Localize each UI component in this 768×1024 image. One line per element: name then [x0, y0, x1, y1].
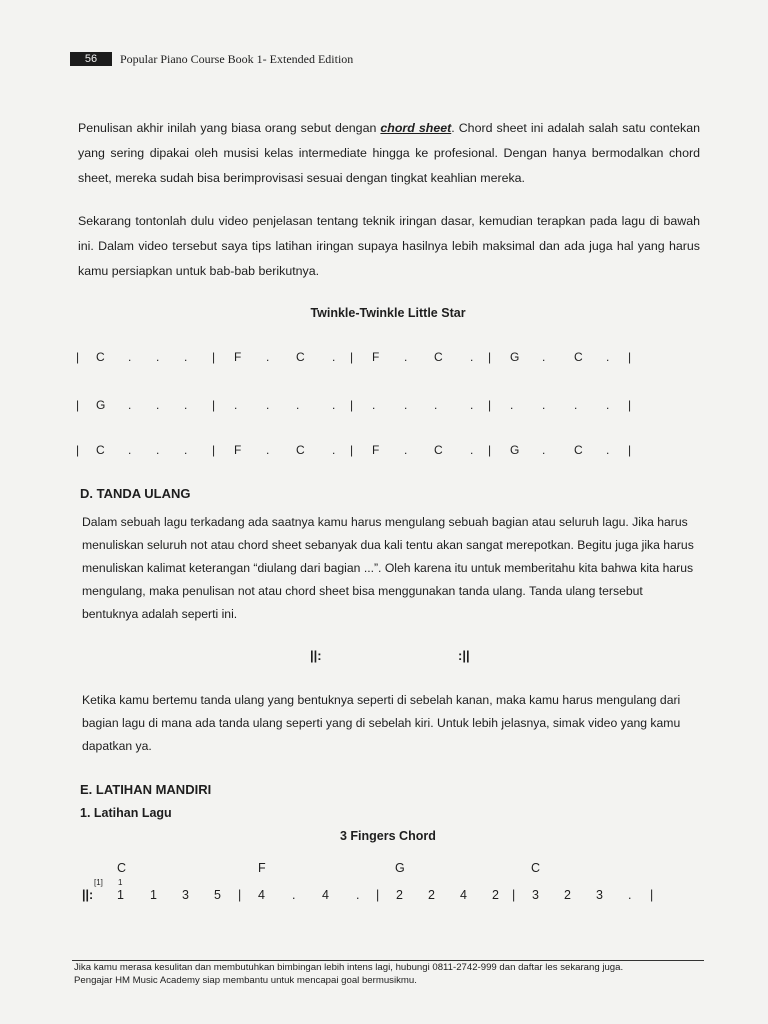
bar-line: | — [628, 398, 632, 412]
bar-line: | — [350, 398, 354, 412]
bar-line: | — [488, 350, 492, 364]
exercise-song-title: 3 Fingers Chord — [340, 829, 436, 843]
beat-dot: . — [128, 398, 132, 412]
beat-dot: . — [184, 398, 188, 412]
beat-dot: . — [296, 398, 300, 412]
bar-line: | — [488, 443, 492, 457]
chord-symbol: F — [372, 443, 380, 457]
chord-name: C — [117, 861, 127, 875]
chord-symbol: G — [510, 350, 520, 364]
note-number: 3 — [182, 888, 189, 902]
beat-dot: . — [128, 350, 132, 364]
beat-dot: . — [266, 443, 270, 457]
intro-paragraph-1: Penulisan akhir inilah yang biasa orang sebut dengan chord sheet. Chord sheet ini adalah salah satu contekan yang sering dipakai oleh musisi kelas intermediate hingga ke profesional. Dengan hanya bermodalkan chord sheet, mereka sudah bisa berimprovisasi sesuai dengan tingkat keahlian mereka. — [78, 121, 700, 185]
bar-line: | — [488, 398, 492, 412]
note-number: 4 — [322, 888, 329, 902]
beat-dot: . — [542, 398, 546, 412]
note-number: 2 — [428, 888, 435, 902]
beat-dot: . — [470, 398, 474, 412]
chord-symbol: C — [434, 443, 443, 457]
page-number: 56 — [70, 52, 112, 66]
chord-symbol: C — [434, 350, 443, 364]
chord-symbol: C — [296, 350, 305, 364]
repeat-bracket-label: [1] — [94, 878, 103, 887]
chord-symbol: C — [296, 443, 305, 457]
song-title: Twinkle-Twinkle Little Star — [310, 306, 466, 320]
beat-dot: . — [470, 350, 474, 364]
note-number: 5 — [214, 888, 221, 902]
bar-line: | — [212, 398, 216, 412]
chord-name: F — [258, 861, 266, 875]
note-number: 3 — [532, 888, 539, 902]
beat-dot: . — [292, 888, 296, 902]
beat-dot: . — [404, 398, 408, 412]
chord-symbol: C — [96, 350, 105, 364]
chord-row-2 — [76, 398, 636, 416]
beat-dot: . — [542, 443, 546, 457]
beat-dot: . — [574, 398, 578, 412]
footer-line-2: Pengajar HM Music Academy siap membantu untuk mencapai goal bermusikmu. — [74, 974, 417, 986]
bar-line: | — [350, 350, 354, 364]
beat-dot: . — [606, 350, 610, 364]
chord-symbol: C — [574, 443, 583, 457]
repeat-end-sign: :|| — [458, 648, 470, 663]
footer-divider — [72, 960, 704, 961]
note-number: 4 — [258, 888, 265, 902]
bar-line: | — [212, 443, 216, 457]
beat-dot: . — [156, 398, 160, 412]
beat-dot: . — [184, 443, 188, 457]
note-number: 2 — [492, 888, 499, 902]
beat-dot: . — [332, 398, 336, 412]
note-number: 3 — [596, 888, 603, 902]
beat-dot: . — [372, 398, 376, 412]
footer-line-1: Jika kamu merasa kesulitan dan membutuhkan bimbingan lebih intens lagi, hubungi 0811-2742-999 dan daftar les sekarang juga. — [74, 962, 624, 973]
bar-line: | — [350, 443, 354, 457]
chord-sheet-term: chord sheet — [380, 121, 452, 135]
bar-line: | — [650, 888, 654, 902]
beat-dot: . — [356, 888, 360, 902]
exercise-subheading: 1. Latihan Lagu — [80, 806, 172, 820]
bar-line: | — [512, 888, 516, 902]
chord-symbol: F — [234, 443, 242, 457]
beat-dot: . — [510, 398, 514, 412]
chord-symbol: G — [510, 443, 520, 457]
note-number: 2 — [396, 888, 403, 902]
bar-line: | — [628, 350, 632, 364]
section-e-heading: E. LATIHAN MANDIRI — [80, 782, 212, 797]
chord-row-3 — [76, 443, 636, 461]
bar-line: | — [76, 350, 80, 364]
beat-dot: . — [628, 888, 632, 902]
notes-line — [0, 888, 768, 906]
note-number: 4 — [460, 888, 467, 902]
bar-line: | — [76, 398, 80, 412]
beat-dot: . — [266, 398, 270, 412]
repeat-start-sign: ||: — [310, 648, 322, 663]
chord-symbol: F — [234, 350, 242, 364]
bar-line: | — [628, 443, 632, 457]
chord-name: G — [395, 861, 405, 875]
beat-dot: . — [606, 398, 610, 412]
note-number: 1 — [117, 888, 124, 902]
beat-dot: . — [404, 350, 408, 364]
chord-symbol: C — [96, 443, 105, 457]
beat-dot: . — [156, 443, 160, 457]
note-number: 2 — [564, 888, 571, 902]
chord-names-line — [0, 861, 768, 877]
section-d-heading: D. TANDA ULANG — [80, 486, 191, 501]
beat-dot: . — [156, 350, 160, 364]
chord-symbol: G — [96, 398, 106, 412]
beat-dot: . — [470, 443, 474, 457]
bar-line: | — [212, 350, 216, 364]
beat-dot: . — [332, 350, 336, 364]
bar-line: | — [376, 888, 380, 902]
beat-dot: . — [128, 443, 132, 457]
beat-dot: . — [542, 350, 546, 364]
beat-dot: . — [234, 398, 238, 412]
beat-dot: . — [606, 443, 610, 457]
chord-symbol: C — [574, 350, 583, 364]
beat-dot: . — [434, 398, 438, 412]
note-number: 1 — [150, 888, 157, 902]
chord-row-1 — [76, 350, 636, 368]
beat-dot: . — [266, 350, 270, 364]
chord-symbol: F — [372, 350, 380, 364]
beat-dot: . — [404, 443, 408, 457]
beat-dot: . — [332, 443, 336, 457]
repeat-start-sign: ||: — [82, 888, 94, 902]
footer — [74, 962, 714, 987]
finger-number: 1 — [118, 878, 123, 887]
section-d-paragraph-1: Dalam sebuah lagu terkadang ada saatnya kamu harus mengulang sebuah bagian atau seluruh lagu. Jika harus menuliskan seluruh not atau chord sheet sebanyak dua kali tentu akan sangat merepotkan. Begitu juga jika harus menuliskan kalimat keterangan “diulang dari bagian ...”. Oleh karena itu untuk memberitahu kita bahwa kita harus mengulang, maka penulisan not atau chord sheet bisa menggunakan tanda ulang. Tanda ulang tersebut bentuknya adalah seperti ini. — [82, 515, 694, 621]
beat-dot: . — [184, 350, 188, 364]
book-title: Popular Piano Course Book 1- Extended Edition — [120, 52, 354, 66]
chord-name: C — [531, 861, 541, 875]
bar-line: | — [238, 888, 242, 902]
intro-paragraph-2: Sekarang tontonlah dulu video penjelasan tentang teknik iringan dasar, kemudian terapkan pada lagu di bawah ini. Dalam video tersebut saya tips latihan iringan supaya hasilnya lebih maksimal dan ada juga hal yang harus kamu persiapkan untuk bab-bab berikutnya. — [78, 214, 700, 278]
bar-line: | — [76, 443, 80, 457]
section-d-paragraph-2: Ketika kamu bertemu tanda ulang yang bentuknya seperti di sebelah kanan, maka kamu harus mengulang dari bagian lagu di mana ada tanda ulang seperti yang di sebelah kiri. Untuk lebih jelasnya, simak video yang kamu dapatkan ya. — [82, 693, 681, 753]
